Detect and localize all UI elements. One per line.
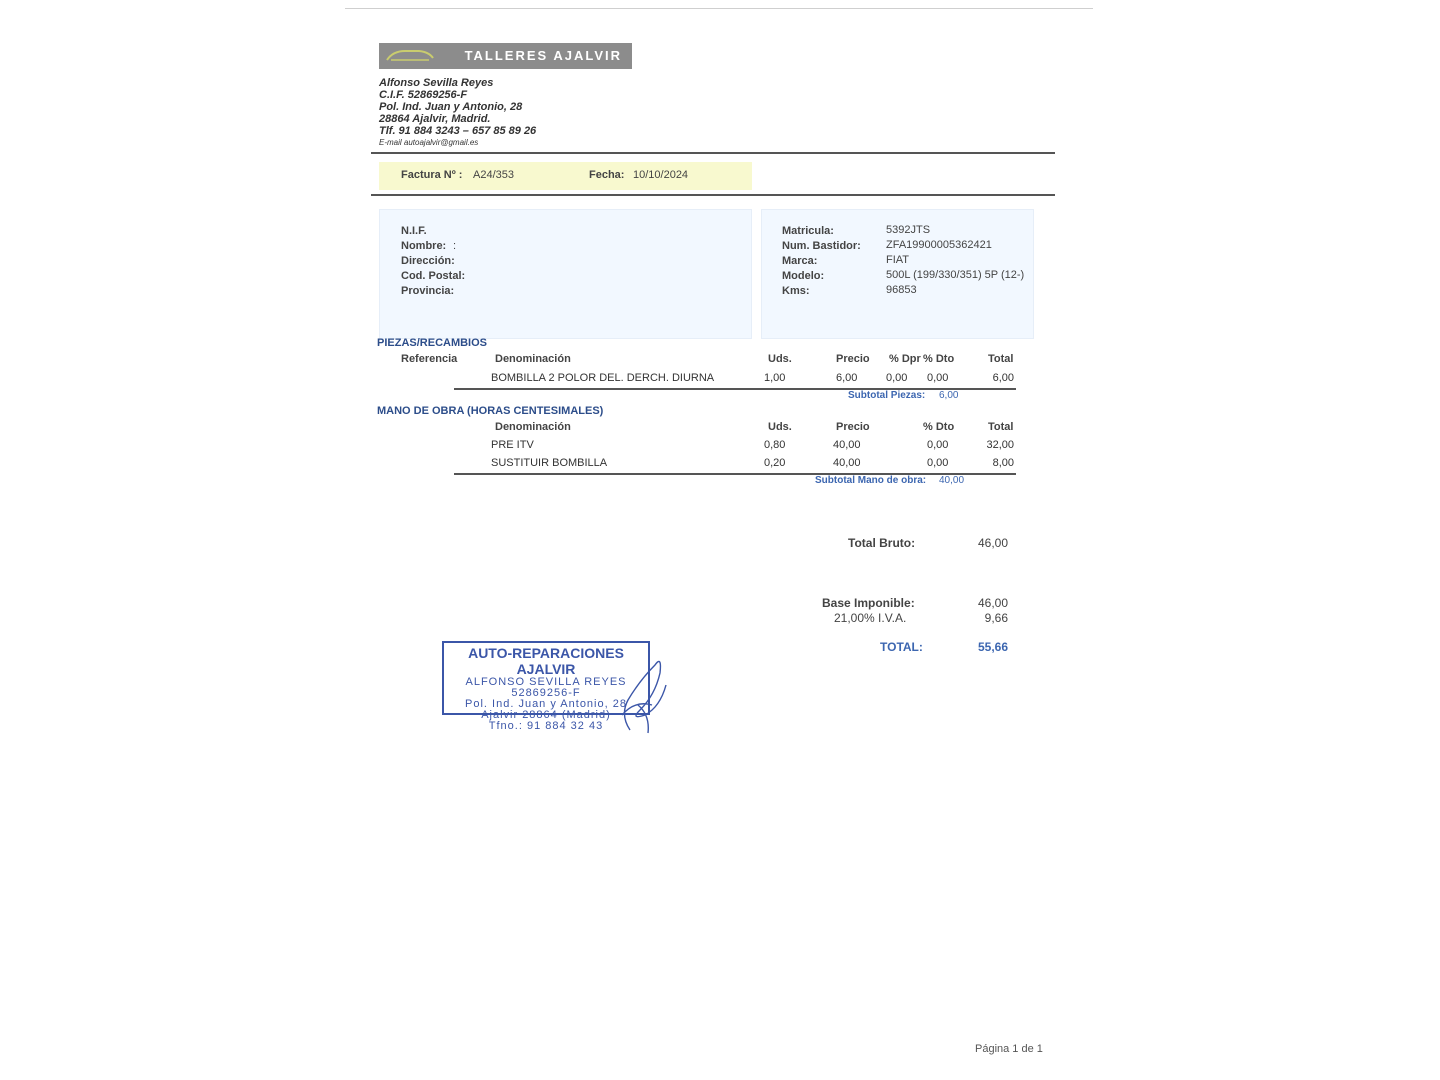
client-nif-label: N.I.F. [401,225,427,237]
parts-header-uds: Uds. [768,353,792,365]
parts-row-dpr: 0,00 [886,372,908,384]
labor-subtotal-label: Subtotal Mano de obra: [815,475,927,486]
parts-row-total: 6,00 [992,372,1014,384]
parts-row-precio: 6,00 [836,372,858,384]
parts-row-uds: 1,00 [764,372,786,384]
parts-header-precio: Precio [836,353,870,365]
labor-header-total: Total [988,421,1014,433]
labor-section-title: MANO DE OBRA (HORAS CENTESIMALES) [377,405,604,417]
company-info [379,77,536,149]
invoice-number: A24/353 [473,169,514,181]
parts-header-ref: Referencia [401,353,458,365]
company-email: E-mail autoajalvir@gmail.es [379,138,479,147]
vehicle-plate: 5392JTS [886,224,931,236]
header-divider-bottom [371,194,1055,196]
stamp-line-1: AUTO-REPARACIONES AJALVIR [468,645,624,677]
car-logo-icon [385,47,435,63]
parts-header-dto: % Dto [923,353,955,365]
labor-row-2-precio: 40,00 [833,457,861,469]
labor-row-1-dto: 0,00 [927,439,949,451]
company-logo [379,43,632,69]
invoice-number-label: Factura Nº : [401,169,463,181]
handwritten-signature [600,645,675,735]
vehicle-kms-label: Kms: [782,285,810,297]
parts-subtotal: 6,00 [939,390,959,401]
labor-row-2-uds: 0,20 [764,457,786,469]
total-bruto-label: Total Bruto: [848,536,916,550]
iva-value: 9,66 [984,611,1008,625]
labor-row-1-den: PRE ITV [491,439,534,451]
total-label: TOTAL: [880,640,923,654]
invoice-date-label: Fecha: [589,169,625,181]
page-number: Página 1 de 1 [975,1043,1043,1055]
base-imponible-label: Base Imponible: [822,596,915,610]
parts-row-den: BOMBILLA 2 POLOR DEL. DERCH. DIURNA [491,372,715,384]
client-province-label: Provincia: [401,285,455,297]
vehicle-plate-label: Matricula: [782,225,834,237]
iva-label: 21,00% I.V.A. [834,611,907,625]
page-top-edge [345,8,1093,9]
parts-table-rule [454,388,1016,390]
parts-subtotal-label: Subtotal Piezas: [848,390,926,401]
invoice-date: 10/10/2024 [633,169,689,181]
client-name-label: Nombre: [401,240,447,252]
vehicle-vin-label: Num. Bastidor: [782,240,861,252]
company-address: Pol. Ind. Juan y Antonio, 28 [379,101,523,113]
stamp-line-4: Pol. Ind. Juan y Antonio, 28 [465,698,627,710]
labor-row-2-den: SUSTITUIR BOMBILLA [491,457,608,469]
labor-row-2-dto: 0,00 [927,457,949,469]
labor-header-uds: Uds. [768,421,792,433]
total-bruto-value: 46,00 [977,536,1008,550]
parts-header-total: Total [988,353,1014,365]
client-name-value: : [453,240,457,252]
vehicle-model: 500L (199/330/351) 5P (12-) [886,269,1025,281]
total-value: 55,66 [977,640,1008,654]
stamp-line-3: 52869256-F [511,687,581,699]
logo-text: TALLERES AJALVIR [464,48,622,63]
vehicle-vin: ZFA19900005362421 [886,239,992,251]
labor-subtotal: 40,00 [939,475,965,486]
parts-header-dpr: % Dpr [889,353,921,365]
labor-table-rule [454,473,1016,475]
labor-row-2-total: 8,00 [992,457,1014,469]
labor-row-1-uds: 0,80 [764,439,786,451]
company-city: 28864 Ajalvir, Madrid. [379,113,491,125]
vehicle-model-label: Modelo: [782,270,825,282]
stamp-line-2: ALFONSO SEVILLA REYES [465,676,627,688]
vehicle-make: FIAT [886,254,910,266]
company-owner: Alfonso Sevilla Reyes [379,77,494,89]
labor-header-precio: Precio [836,421,870,433]
company-phone: Tlf. 91 884 3243 – 657 85 89 26 [379,125,537,137]
stamp-line-6: Tfno.: 91 884 32 43 [488,720,604,732]
company-cif: C.I.F. 52869256-F [379,89,468,101]
labor-header-dto: % Dto [923,421,955,433]
vehicle-kms: 96853 [886,284,917,296]
labor-row-1-total: 32,00 [986,439,1014,451]
stamp-line-5: Ajalvir 28864 (Madrid) [481,709,611,721]
labor-row-1-precio: 40,00 [833,439,861,451]
header-divider-top [371,152,1055,154]
parts-section-title: PIEZAS/RECAMBIOS [377,337,488,349]
labor-header-den: Denominación [495,421,571,433]
client-postal-label: Cod. Postal: [401,270,466,282]
client-address-label: Dirección: [401,255,455,267]
parts-header-den: Denominación [495,353,571,365]
base-imponible-value: 46,00 [977,596,1008,610]
parts-row-dto: 0,00 [927,372,949,384]
vehicle-make-label: Marca: [782,255,818,267]
